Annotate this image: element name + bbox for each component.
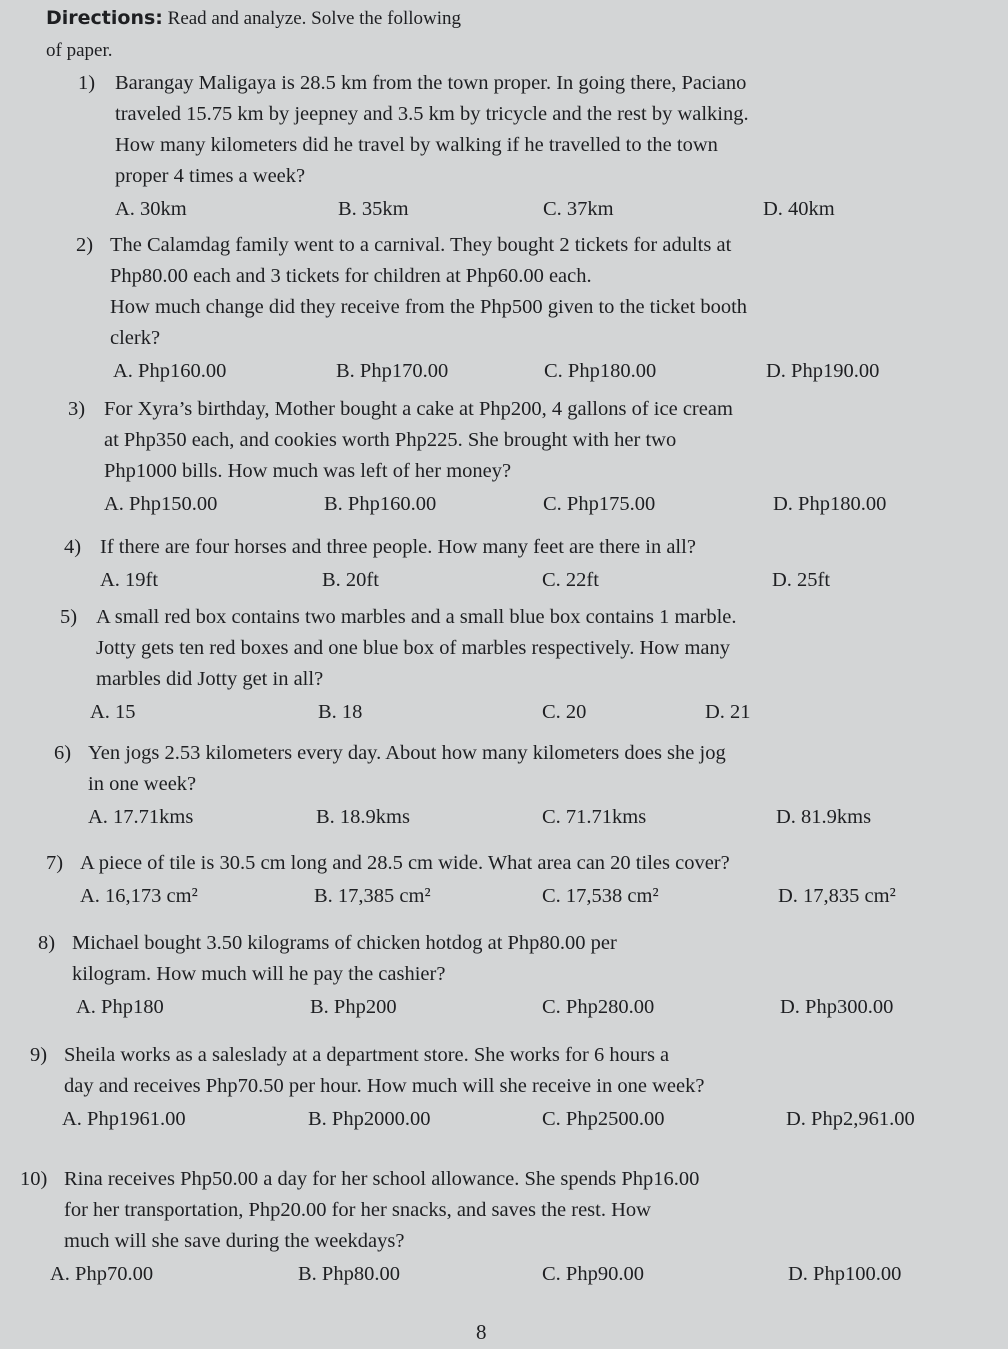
answer-choices — [76, 356, 880, 388]
choice-c: C. 20 — [542, 701, 587, 723]
choice-d: D. 25ft — [772, 569, 831, 591]
answer-choices — [78, 194, 835, 226]
question-text-line: A piece of tile is 30.5 cm long and 28.5 cm wide. What area can 20 tiles cover? — [80, 852, 730, 874]
answer-choices — [68, 489, 887, 521]
choice-b: B. Php160.00 — [324, 493, 437, 515]
question-7 — [46, 848, 896, 913]
question-1 — [78, 68, 835, 226]
question-number: 4) — [64, 536, 82, 558]
directions — [46, 2, 606, 67]
choice-d: D. Php100.00 — [788, 1263, 902, 1285]
choice-d: D. Php2,961.00 — [786, 1108, 915, 1130]
directions-text: Read and analyze. Solve the following — [162, 8, 461, 29]
choice-d: D. Php190.00 — [766, 360, 880, 382]
question-number: 10) — [20, 1168, 48, 1190]
answer-choices — [20, 1259, 902, 1291]
answer-choices — [30, 1104, 915, 1136]
choice-d: D. Php300.00 — [780, 996, 894, 1018]
question-text-line: day and receives Php70.50 per hour. How much will she receive in one week? — [64, 1075, 705, 1097]
choice-a: A. 17.71kms — [88, 806, 194, 828]
question-9 — [30, 1040, 915, 1136]
choice-c: C. 71.71kms — [542, 806, 647, 828]
question-text-line: proper 4 times a week? — [115, 165, 306, 187]
choice-d: D. 17,835 cm² — [778, 885, 896, 907]
question-number: 5) — [60, 606, 78, 628]
choice-b: B. 17,385 cm² — [314, 885, 431, 907]
question-number: 6) — [54, 742, 72, 764]
question-8 — [38, 928, 894, 1024]
question-text-line: for her transportation, Php20.00 for her snacks, and saves the rest. How — [64, 1199, 651, 1221]
question-text-line: For Xyra’s birthday, Mother bought a cake at Php200, 4 gallons of ice cream — [104, 398, 733, 420]
choice-c: C. 22ft — [542, 569, 599, 591]
question-number: 8) — [38, 932, 56, 954]
question-text-line: Sheila works as a saleslady at a department store. She works for 6 hours a — [64, 1044, 670, 1066]
question-10 — [20, 1164, 902, 1291]
choice-a: A. 15 — [90, 701, 136, 723]
choice-d: D. 21 — [705, 701, 751, 723]
choice-c: C. Php280.00 — [542, 996, 655, 1018]
choice-c: C. Php2500.00 — [542, 1108, 665, 1130]
question-4 — [64, 532, 831, 597]
choice-b: B. Php80.00 — [298, 1263, 400, 1285]
answer-choices — [46, 881, 896, 913]
answer-choices — [54, 802, 872, 834]
question-2 — [76, 230, 880, 388]
choice-d: D. Php180.00 — [773, 493, 887, 515]
directions-label: Directions: — [46, 7, 163, 29]
choice-a: A. Php180 — [76, 996, 164, 1018]
choice-a: A. Php150.00 — [104, 493, 218, 515]
question-3 — [68, 394, 887, 521]
question-text-line: Php1000 bills. How much was left of her money? — [104, 460, 512, 482]
page-number: 8 — [476, 1320, 487, 1344]
choice-a: A. Php1961.00 — [62, 1108, 186, 1130]
question-text-line: Yen jogs 2.53 kilometers every day. About how many kilometers does she jog — [88, 742, 726, 764]
choice-c: C. Php90.00 — [542, 1263, 644, 1285]
question-6 — [54, 738, 872, 834]
question-text-line: Php80.00 each and 3 tickets for children at Php60.00 each. — [110, 265, 592, 287]
question-text-line: at Php350 each, and cookies worth Php225. She brought with her two — [104, 429, 677, 451]
choice-c: C. 17,538 cm² — [542, 885, 659, 907]
question-number: 3) — [68, 398, 86, 420]
question-number: 7) — [46, 852, 64, 874]
answer-choices — [60, 697, 751, 729]
question-text-line: Michael bought 3.50 kilograms of chicken hotdog at Php80.00 per — [72, 932, 617, 954]
directions-text-2: of paper. — [46, 40, 113, 61]
question-text-line: in one week? — [88, 773, 197, 795]
question-text-line: Rina receives Php50.00 a day for her school allowance. She spends Php16.00 — [64, 1168, 700, 1190]
question-5 — [60, 602, 751, 729]
question-text-line: Barangay Maligaya is 28.5 km from the town proper. In going there, Paciano — [115, 72, 747, 94]
choice-b: B. Php200 — [310, 996, 397, 1018]
question-text-line: Jotty gets ten red boxes and one blue box of marbles respectively. How many — [96, 637, 731, 659]
choice-b: B. Php170.00 — [336, 360, 449, 382]
question-text-line: marbles did Jotty get in all? — [96, 668, 324, 690]
question-text-line: much will she save during the weekdays? — [64, 1230, 405, 1252]
choice-b: B. 35km — [338, 198, 409, 220]
choice-a: A. 19ft — [100, 569, 159, 591]
question-text-line: If there are four horses and three people. How many feet are there in all? — [100, 536, 696, 558]
question-number: 1) — [78, 72, 96, 94]
choice-b: B. 18 — [318, 701, 363, 723]
question-number: 9) — [30, 1044, 48, 1066]
choice-b: B. Php2000.00 — [308, 1108, 431, 1130]
question-text-line: traveled 15.75 km by jeepney and 3.5 km by tricycle and the rest by walking. — [115, 103, 749, 125]
question-text-line: The Calamdag family went to a carnival. They bought 2 tickets for adults at — [110, 234, 732, 256]
choice-b: B. 18.9kms — [316, 806, 410, 828]
choice-c: C. Php180.00 — [544, 360, 657, 382]
choice-a: A. Php70.00 — [50, 1263, 154, 1285]
choice-c: C. Php175.00 — [543, 493, 656, 515]
question-text-line: How many kilometers did he travel by walking if he travelled to the town — [115, 134, 718, 156]
question-text-line: clerk? — [110, 327, 161, 349]
choice-d: D. 40km — [763, 198, 835, 220]
question-text-line: How much change did they receive from the Php500 given to the ticket booth — [110, 296, 748, 318]
choice-c: C. 37km — [543, 198, 614, 220]
question-number: 2) — [76, 234, 94, 256]
choice-b: B. 20ft — [322, 569, 379, 591]
choice-a: A. 30km — [115, 198, 187, 220]
answer-choices — [38, 992, 894, 1024]
answer-choices — [64, 565, 831, 597]
choice-a: A. Php160.00 — [113, 360, 227, 382]
question-text-line: A small red box contains two marbles and a small blue box contains 1 marble. — [96, 606, 737, 628]
question-text-line: kilogram. How much will he pay the cashier? — [72, 963, 446, 985]
choice-d: D. 81.9kms — [776, 806, 872, 828]
choice-a: A. 16,173 cm² — [80, 885, 198, 907]
